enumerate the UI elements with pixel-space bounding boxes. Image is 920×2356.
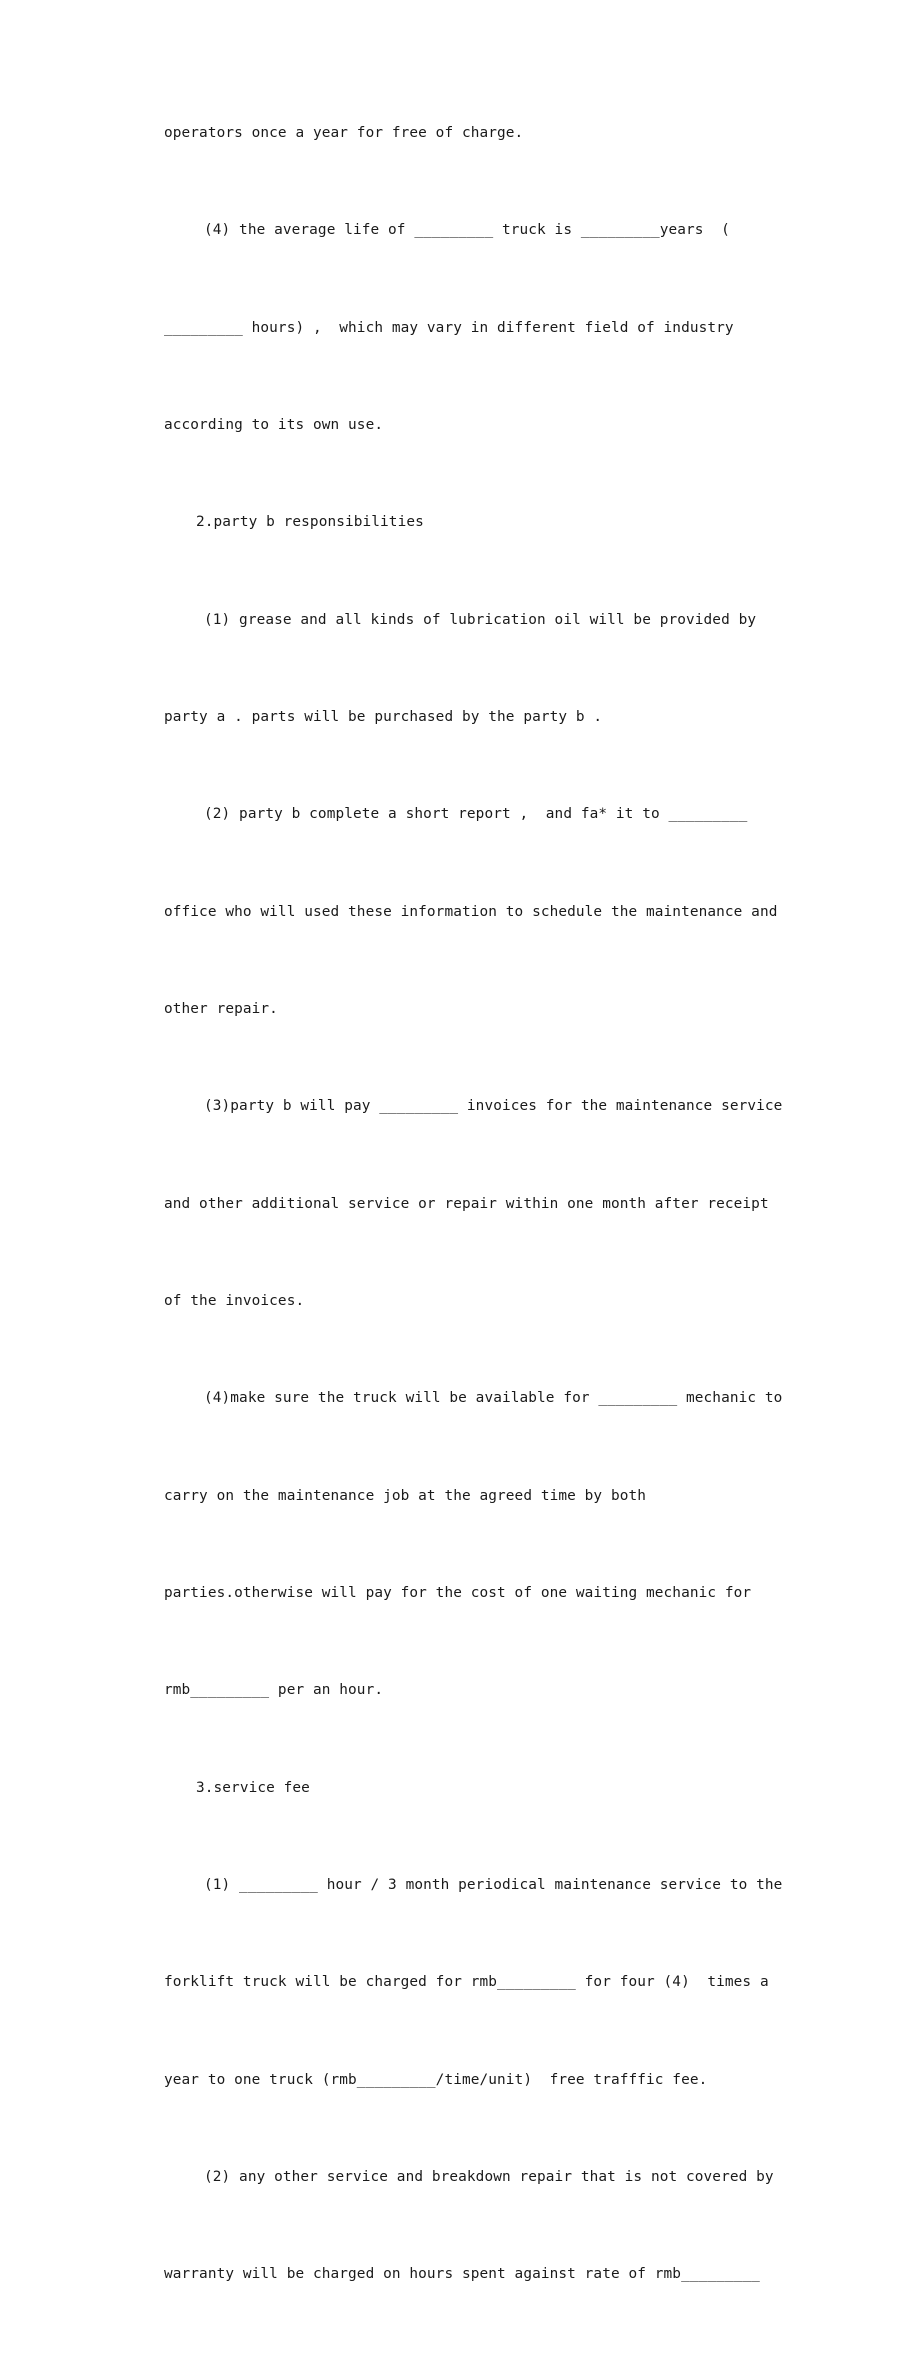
paragraph-line: _________ hours) , which may vary in different field of industry — [164, 319, 734, 336]
paragraph-line: year to one truck (rmb_________/time/unit) free trafffic fee. — [164, 2071, 708, 2088]
paragraph-line: party a . parts will be purchased by the party b . — [164, 708, 603, 725]
section-heading: 3.service fee — [196, 1779, 310, 1796]
paragraph-line: operators once a year for free of charge. — [164, 124, 524, 141]
paragraph-line: carry on the maintenance job at the agreed time by both — [164, 1487, 647, 1504]
paragraph-line: (4) the average life of _________ truck is _________years ( — [204, 222, 730, 239]
document-body — [164, 52, 783, 2356]
paragraph-line: (3)party b will pay _________ invoices for the maintenance service — [204, 1098, 783, 1115]
paragraph-line: rmb_________ per an hour. — [164, 1682, 384, 1699]
paragraph-line: and other additional service or repair within one month after receipt — [164, 1195, 769, 1212]
paragraph-line: (2) any other service and breakdown repair that is not covered by — [204, 2169, 774, 2186]
section-heading: 2.party b responsibilities — [196, 514, 424, 531]
paragraph-line: of the invoices. — [164, 1293, 305, 1310]
paragraph-line: office who will used these information to schedule the maintenance and — [164, 903, 778, 920]
paragraph-line: (4)make sure the truck will be available for _________ mechanic to — [204, 1390, 783, 1407]
paragraph-line: (2) party b complete a short report , and fa* it to _________ — [204, 806, 748, 823]
paragraph-line: warranty will be charged on hours spent against rate of rmb_________ — [164, 2266, 760, 2283]
paragraph-line: (1) grease and all kinds of lubrication oil will be provided by — [204, 611, 757, 628]
paragraph-line: parties.otherwise will pay for the cost of one waiting mechanic for — [164, 1585, 752, 1602]
paragraph-line: other repair. — [164, 1001, 278, 1017]
paragraph-line: according to its own use. — [164, 416, 384, 433]
paragraph-line: (1) _________ hour / 3 month periodical maintenance service to the — [204, 1877, 783, 1894]
paragraph-line: forklift truck will be charged for rmb_________ for four (4) times a — [164, 1974, 769, 1991]
